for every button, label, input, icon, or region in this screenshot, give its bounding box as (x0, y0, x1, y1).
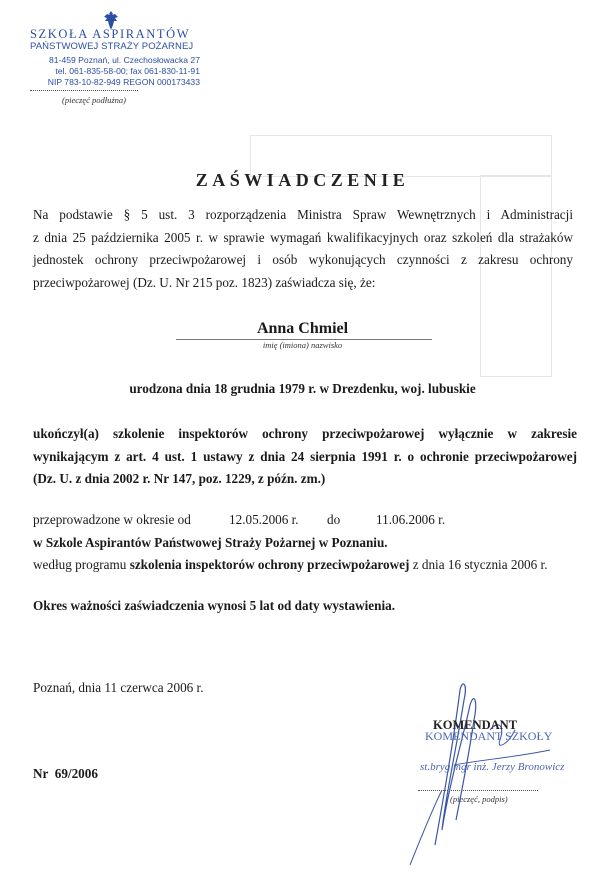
legal-basis-line: z dnia 25 października 2005 r. w sprawie wymagań kwalifikacyjnych oraz szkoleń dla strażaków (33, 229, 573, 245)
period-from: 12.05.2006 r. (229, 512, 299, 527)
stamp-line-4: tel. 061-835-58-00; fax 061-830-11-91 (55, 66, 200, 76)
commander-official: st.bryg.mgr inż. Jerzy Bronowicz (420, 761, 565, 773)
certificate-number: Nr 69/2006 (33, 766, 98, 781)
signature-dotted-line (418, 790, 538, 791)
period-to: 11.06.2006 r. (376, 512, 446, 527)
commander-stamp: KOMENDANT SZKOŁY (425, 729, 553, 743)
birth-info: urodzona dnia 18 grudnia 1979 r. w Drezdenku, woj. lubuskie (129, 381, 476, 396)
validity-statement: Okres ważności zaświadczenia wynosi 5 lat od daty wystawienia. (33, 598, 396, 613)
signature-caption: (pieczęć, podpis) (450, 794, 508, 804)
document-title: ZAŚWIADCZENIE (195, 170, 410, 190)
completion-line: wynikającym z art. 4 ust. 1 ustawy z dnia 24 sierpnia 1991 r. o ochronie przeciwpożarowej (33, 448, 577, 464)
program-name: szkolenia inspektorów ochrony przeciwpożarowej (129, 557, 410, 572)
commander-title: KOMENDANT (433, 718, 518, 732)
person-name: Anna Chmiel (256, 320, 349, 337)
program-suffix: z dnia 16 stycznia 2006 r. (409, 557, 548, 572)
name-caption: imię (imiona) nazwisko (262, 340, 343, 350)
stamp-line-2: PAŃSTWOWEJ STRAŻY POŻARNEJ (30, 41, 194, 52)
period-label: przeprowadzone w okresie od (33, 512, 191, 527)
stamp-dotted-line (30, 90, 138, 91)
legal-basis-line: jednostek ochrony przeciwpożarowej i osób wykonujących czynności z zakresu ochrony (33, 252, 573, 267)
legal-basis-paragraph (33, 204, 573, 294)
school-name: w Szkole Aspirantów Państwowej Straży Pożarnej w Poznaniu. (33, 535, 388, 550)
legal-basis-line: Na podstawie § 5 ust. 3 rozporządzenia Ministra Spraw Wewnętrznych i Administracji (33, 207, 573, 222)
stamp-caption: (pieczęć podłużna) (62, 95, 126, 105)
stamp-line-3: 81-459 Poznań, ul. Czechosłowacka 27 (49, 55, 200, 65)
period-to-label: do (327, 512, 341, 527)
place-and-date: Poznań, dnia 11 czerwca 2006 r. (33, 680, 204, 695)
completion-line: ukończył(a) szkolenie inspektorów ochrony przeciwpożarowej wyłącznie w zakresie (33, 426, 577, 441)
legal-basis-line: przeciwpożarowej (Dz. U. Nr 215 poz. 1823) zaświadcza się, że: (33, 274, 376, 290)
program-prefix: według programu (33, 557, 130, 572)
program-line (33, 557, 548, 573)
stamp-line-5: NIP 783-10-82-949 REGON 000173433 (47, 77, 200, 87)
completion-paragraph (33, 423, 577, 491)
completion-line: (Dz. U. z dnia 2002 r. Nr 147, poz. 1229, z późn. zm.) (33, 471, 326, 486)
stamp-line-1: SZKOŁA ASPIRANTÓW (30, 27, 191, 41)
